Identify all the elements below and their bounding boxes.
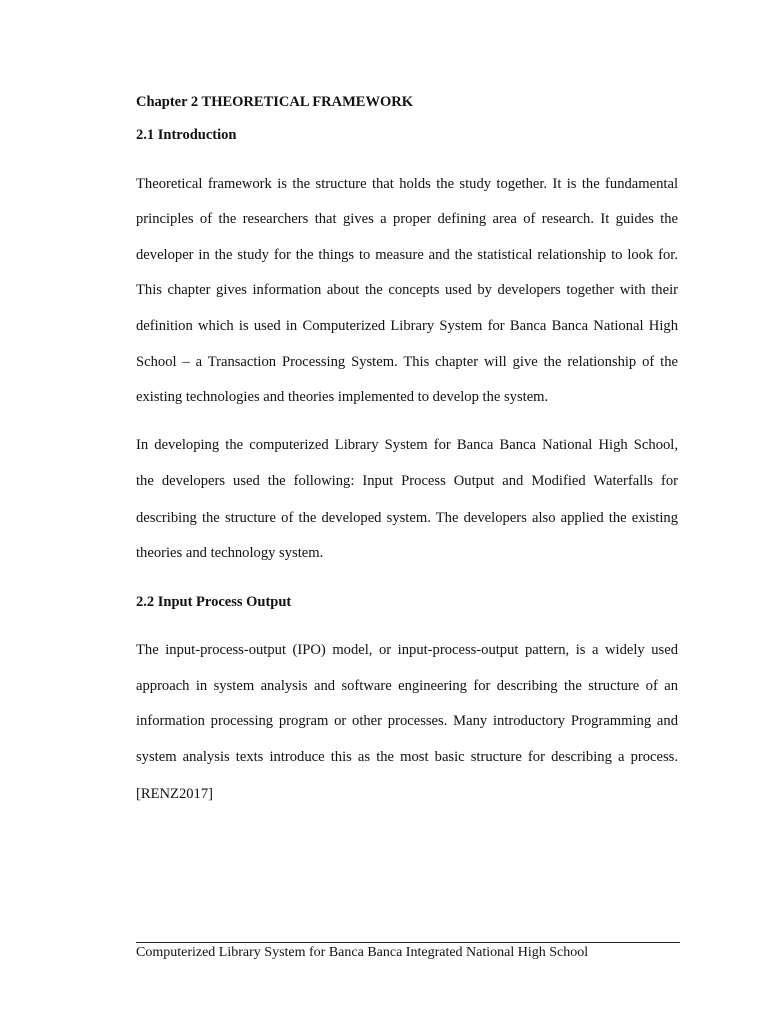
paragraph-line: system analysis texts introduce this as the most basic structure for describing a process. — [136, 749, 678, 765]
paragraph-line: the developers used the following: Input Process Output and Modified Waterfalls for — [136, 473, 678, 489]
section-heading-input-process-output: 2.2 Input Process Output — [136, 594, 292, 610]
chapter-title: Chapter 2 THEORETICAL FRAMEWORK — [136, 94, 414, 110]
footer-divider — [136, 942, 680, 943]
paragraph-line: principles of the researchers that gives a proper defining area of research. It guides the — [136, 211, 678, 227]
citation: [RENZ2017] — [136, 786, 214, 802]
paragraph-line: This chapter gives information about the concepts used by developers together with their — [136, 282, 678, 298]
paragraph-line: Theoretical framework is the structure that holds the study together. It is the fundamental — [136, 176, 678, 192]
paragraph-line: developer in the study for the things to measure and the statistical relationship to look for. — [136, 247, 678, 263]
paragraph-line: theories and technology system. — [136, 545, 324, 561]
paragraph-line: information processing program or other processes. Many introductory Programming and — [136, 713, 678, 729]
paragraph-line: describing the structure of the developed system. The developers also applied the existing — [136, 510, 678, 526]
paragraph-line: existing technologies and theories implemented to develop the system. — [136, 389, 549, 405]
paragraph-line: In developing the computerized Library System for Banca Banca National High School, — [136, 437, 678, 453]
paragraph-line: approach in system analysis and software engineering for describing the structure of an — [136, 678, 678, 694]
section-heading-introduction: 2.1 Introduction — [136, 127, 237, 143]
paragraph-line: School – a Transaction Processing System. This chapter will give the relationship of the — [136, 354, 678, 370]
paragraph-line: The input-process-output (IPO) model, or input-process-output pattern, is a widely used — [136, 642, 678, 658]
page-footer: Computerized Library System for Banca Banca Integrated National High School — [136, 945, 589, 960]
paragraph-line: definition which is used in Computerized Library System for Banca Banca National High — [136, 318, 678, 334]
